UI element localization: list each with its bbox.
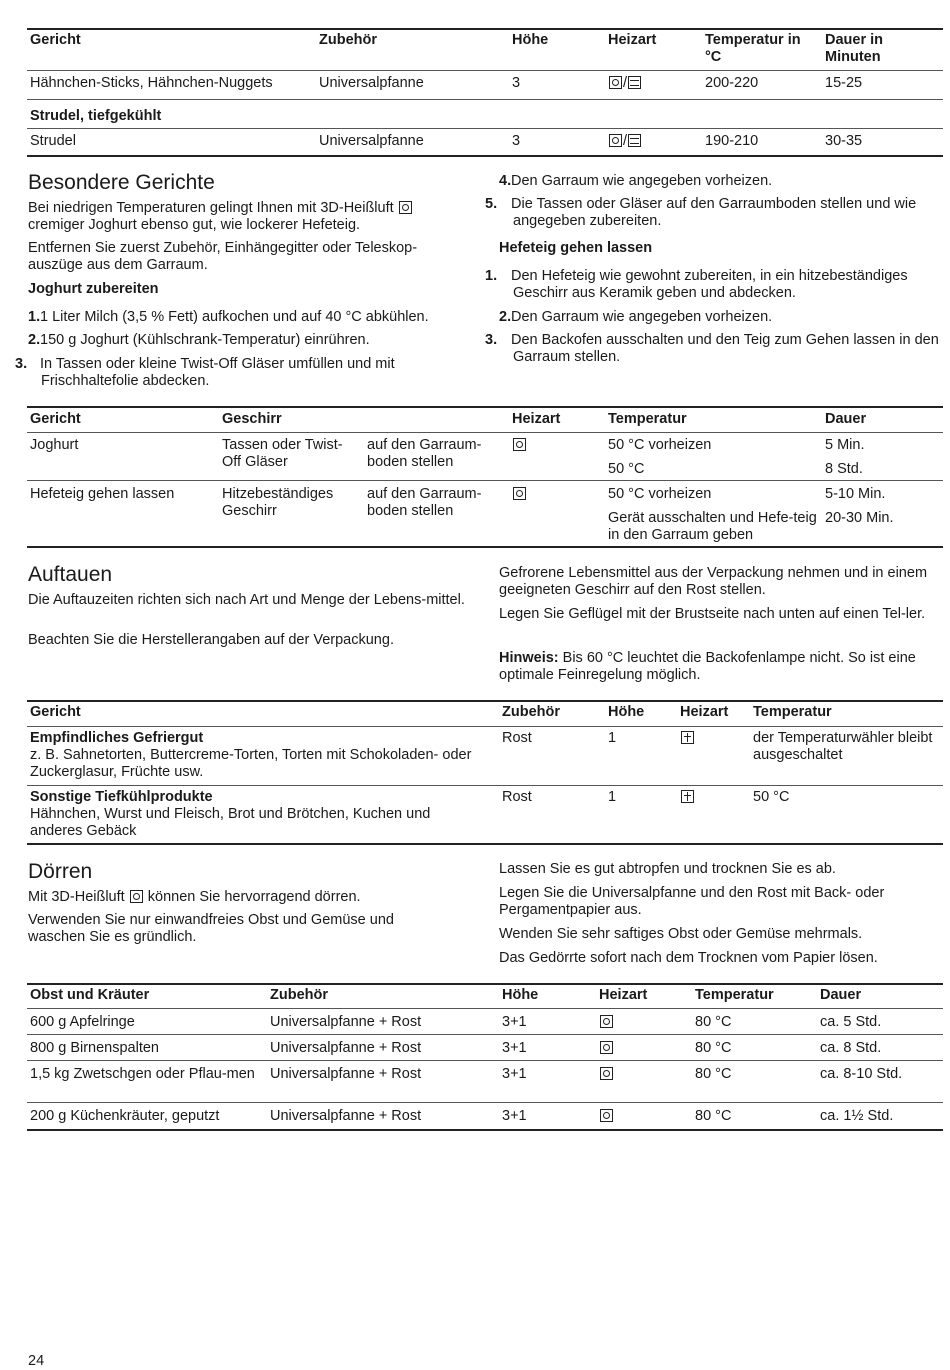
cell-duration: 20-30 Min. bbox=[825, 510, 894, 526]
cell-duration: 30-35 bbox=[825, 133, 863, 149]
cell-dish: Hähnchen-Sticks, Hähnchen-Nuggets bbox=[30, 75, 273, 91]
row-divider bbox=[27, 128, 943, 129]
cell-item: 1,5 kg Zwetschgen oder Pflau-men bbox=[30, 1066, 255, 1082]
col-header-level: Höhe bbox=[512, 32, 549, 48]
col-header-accessory: Zubehör bbox=[319, 32, 377, 48]
3d-hot-air-icon bbox=[513, 438, 526, 451]
3d-hot-air-icon bbox=[600, 1109, 613, 1122]
cell-accessory: Universalpfanne + Rost bbox=[270, 1108, 422, 1124]
3d-hot-air-icon bbox=[609, 134, 622, 147]
section-heading: Besondere Gerichte bbox=[28, 171, 215, 194]
row-divider bbox=[27, 726, 943, 727]
table-bottom-rule bbox=[27, 546, 943, 548]
cell-duration: 5 Min. bbox=[825, 437, 865, 453]
3d-hot-air-icon bbox=[513, 487, 526, 500]
cell-level: 3+1 bbox=[502, 1014, 527, 1030]
cell-heating bbox=[599, 1014, 614, 1031]
list-item: 1. Den Hefeteig wie gewohnt zubereiten, in ein hitzebeständiges Geschirr aus Keramik geben und abdecken. bbox=[485, 268, 908, 301]
cell-duration: ca. 8 Std. bbox=[820, 1040, 882, 1056]
cell-duration: 8 Std. bbox=[825, 461, 863, 477]
list-item: 3. In Tassen oder kleine Twist-Off Gläser umfüllen und mit Frischhaltefolie abdecken. bbox=[15, 356, 395, 389]
col-header-heating: Heizart bbox=[599, 987, 648, 1003]
row-divider bbox=[27, 1060, 943, 1061]
col-header-temp: Temperatur in °C bbox=[705, 32, 801, 65]
paragraph: Lassen Sie es gut abtropfen und trocknen Sie es ab. bbox=[499, 861, 836, 877]
cell-heating: / bbox=[608, 75, 642, 92]
cell-heating: / bbox=[608, 133, 642, 150]
paragraph: Das Gedörrte sofort nach dem Trocknen vom Papier lösen. bbox=[499, 950, 878, 966]
subheading: Hefeteig gehen lassen bbox=[499, 240, 653, 256]
paragraph: Beachten Sie die Herstellerangaben auf der Verpackung. bbox=[28, 632, 394, 648]
cell-heating bbox=[680, 730, 695, 747]
table-top-rule bbox=[27, 406, 943, 408]
cell-temp: 80 °C bbox=[695, 1108, 732, 1124]
cell-dish: Sonstige Tiefkühlprodukte Hähnchen, Wurst und Fleisch, Brot und Brötchen, Kuchen und anderes Gebäck bbox=[30, 789, 431, 839]
list-item: 2.Den Garraum wie angegeben vorheizen. bbox=[499, 309, 773, 325]
paragraph: Legen Sie die Universalpfanne und den Rost mit Back- oder Pergamentpapier aus. bbox=[499, 885, 885, 918]
3d-hot-air-icon bbox=[600, 1015, 613, 1028]
cell-level: 3+1 bbox=[502, 1040, 527, 1056]
cell-heating bbox=[512, 437, 527, 454]
col-header-item: Obst und Kräuter bbox=[30, 987, 150, 1003]
row-divider bbox=[27, 1034, 943, 1035]
3d-hot-air-icon bbox=[600, 1041, 613, 1054]
col-header-heating: Heizart bbox=[680, 704, 729, 720]
table-bottom-rule bbox=[27, 155, 943, 157]
cell-item: 200 g Küchenkräuter, geputzt bbox=[30, 1108, 220, 1124]
list-item: 5. Die Tassen oder Gläser auf den Garraumboden stellen und wie angegeben zubereiten. bbox=[485, 196, 917, 229]
cell-temp: 190-210 bbox=[705, 133, 759, 149]
col-header-temp: Temperatur bbox=[608, 411, 687, 427]
list-item: 1.1 Liter Milch (3,5 % Fett) aufkochen und auf 40 °C abkühlen. bbox=[28, 309, 429, 325]
section-heading: Auftauen bbox=[28, 563, 113, 586]
cell-item: 600 g Apfelringe bbox=[30, 1014, 135, 1030]
3d-hot-air-icon bbox=[609, 76, 622, 89]
cell-level: 3+1 bbox=[502, 1108, 527, 1124]
cell-heating bbox=[599, 1066, 614, 1083]
cell-placement: auf den Garraum-boden stellen bbox=[367, 486, 482, 519]
cell-heating bbox=[599, 1040, 614, 1057]
col-header-accessory: Zubehör bbox=[270, 987, 328, 1003]
col-header-duration: Dauer bbox=[820, 987, 862, 1003]
row-divider bbox=[27, 480, 943, 481]
cell-level: 3 bbox=[512, 133, 521, 149]
cell-accessory: Universalpfanne + Rost bbox=[270, 1066, 422, 1082]
hot-air-grill-icon bbox=[628, 134, 641, 147]
paragraph: Bei niedrigen Temperaturen gelingt Ihnen mit 3D-Heißluft cremiger Joghurt ebenso gut, wie lockerer Hefeteig. bbox=[28, 200, 468, 234]
cell-level: 1 bbox=[608, 730, 617, 746]
defrost-icon bbox=[681, 790, 694, 803]
col-header-level: Höhe bbox=[608, 704, 645, 720]
row-divider bbox=[27, 1102, 943, 1103]
cell-vessel: Tassen oder Twist-Off Gläser bbox=[222, 437, 343, 470]
cell-temp: 50 °C bbox=[753, 789, 790, 805]
cell-temp: Gerät ausschalten und Hefe-teig in den Garraum geben bbox=[608, 510, 817, 543]
col-header-heating: Heizart bbox=[512, 411, 561, 427]
cell-accessory: Universalpfanne bbox=[319, 133, 424, 149]
paragraph: Entfernen Sie zuerst Zubehör, Einhängegitter oder Teleskop-auszüge aus dem Garraum. bbox=[28, 240, 418, 273]
cell-accessory: Universalpfanne + Rost bbox=[270, 1014, 422, 1030]
col-header-dish: Gericht bbox=[30, 704, 81, 720]
table-bottom-rule bbox=[27, 843, 943, 845]
cell-heating bbox=[512, 486, 527, 503]
row-divider bbox=[27, 785, 943, 786]
cell-dish: Joghurt bbox=[30, 437, 79, 453]
cell-accessory: Rost bbox=[502, 730, 532, 746]
cell-vessel: Hitzebeständiges Geschirr bbox=[222, 486, 334, 519]
cell-temp: 80 °C bbox=[695, 1066, 732, 1082]
table-bottom-rule bbox=[27, 1129, 943, 1131]
cell-temp: 80 °C bbox=[695, 1014, 732, 1030]
3d-hot-air-icon bbox=[399, 201, 412, 214]
cell-accessory: Rost bbox=[502, 789, 532, 805]
col-header-accessory: Zubehör bbox=[502, 704, 560, 720]
list-item: 2.150 g Joghurt (Kühlschrank-Temperatur) einrühren. bbox=[28, 332, 370, 348]
cell-duration: ca. 8-10 Std. bbox=[820, 1066, 903, 1082]
page-number: 24 bbox=[28, 1353, 45, 1369]
defrost-icon bbox=[681, 731, 694, 744]
cell-accessory: Universalpfanne bbox=[319, 75, 424, 91]
cell-level: 1 bbox=[608, 789, 617, 805]
paragraph: Wenden Sie sehr saftiges Obst oder Gemüse mehrmals. bbox=[499, 926, 863, 942]
cell-dish: Strudel bbox=[30, 133, 76, 149]
cell-level: 3 bbox=[512, 75, 521, 91]
list-item: 4.Den Garraum wie angegeben vorheizen. bbox=[499, 173, 773, 189]
cell-heating bbox=[680, 789, 695, 806]
cell-temp: 80 °C bbox=[695, 1040, 732, 1056]
cell-temp: der Temperaturwähler bleibt ausgeschaltet bbox=[753, 730, 933, 763]
table-top-rule bbox=[27, 700, 943, 702]
row-divider bbox=[27, 432, 943, 433]
cell-accessory: Universalpfanne + Rost bbox=[270, 1040, 422, 1056]
col-header-temp: Temperatur bbox=[753, 704, 832, 720]
cell-temp: 200-220 bbox=[705, 75, 759, 91]
cell-placement: auf den Garraum-boden stellen bbox=[367, 437, 482, 470]
row-divider bbox=[27, 70, 943, 71]
col-header-dish: Gericht bbox=[30, 411, 81, 427]
cell-temp: 50 °C vorheizen bbox=[608, 486, 712, 502]
paragraph: Die Auftauzeiten richten sich nach Art und Menge der Lebens-mittel. bbox=[28, 592, 465, 608]
hint-paragraph: Hinweis: Bis 60 °C leuchtet die Backofenlampe nicht. So ist eine optimale Feinregelung möglich. bbox=[499, 650, 916, 683]
cell-duration: ca. 1½ Std. bbox=[820, 1108, 894, 1124]
list-item: 3. Den Backofen ausschalten und den Teig zum Gehen lassen in den Garraum stellen. bbox=[485, 332, 939, 365]
cell-dish: Hefeteig gehen lassen bbox=[30, 486, 175, 502]
cell-duration: ca. 5 Std. bbox=[820, 1014, 882, 1030]
section-title: Strudel, tiefgekühlt bbox=[30, 108, 162, 124]
col-header-temp: Temperatur bbox=[695, 987, 774, 1003]
col-header-level: Höhe bbox=[502, 987, 539, 1003]
cell-duration: 15-25 bbox=[825, 75, 863, 91]
cell-item: 800 g Birnenspalten bbox=[30, 1040, 159, 1056]
col-header-vessel: Geschirr bbox=[222, 411, 282, 427]
3d-hot-air-icon bbox=[130, 890, 143, 903]
col-header-duration: Dauer bbox=[825, 411, 867, 427]
table-top-rule bbox=[27, 983, 943, 985]
cell-temp: 50 °C vorheizen bbox=[608, 437, 712, 453]
cell-heating bbox=[599, 1108, 614, 1125]
col-header-duration: Dauer in Minuten bbox=[825, 32, 884, 65]
col-header-dish: Gericht bbox=[30, 32, 81, 48]
hot-air-grill-icon bbox=[628, 76, 641, 89]
cell-level: 3+1 bbox=[502, 1066, 527, 1082]
paragraph: Legen Sie Geflügel mit der Brustseite nach unten auf einen Tel-ler. bbox=[499, 606, 926, 622]
paragraph: Mit 3D-Heißluft können Sie hervorragend dörren. bbox=[28, 889, 361, 905]
subheading: Joghurt zubereiten bbox=[28, 281, 159, 297]
paragraph: Gefrorene Lebensmittel aus der Verpackung nehmen und in einem geeigneten Geschirr auf den Rost stellen. bbox=[499, 565, 928, 598]
col-header-heating: Heizart bbox=[608, 32, 657, 48]
paragraph: Verwenden Sie nur einwandfreies Obst und Gemüse und waschen Sie es gründlich. bbox=[28, 912, 394, 945]
cell-duration: 5-10 Min. bbox=[825, 486, 886, 502]
cell-dish: Empfindliches Gefriergut z. B. Sahnetorten, Buttercreme-Torten, Torten mit Schokoladen- oder Zuckerglasur, Früchte usw. bbox=[30, 730, 472, 780]
table-top-rule bbox=[27, 28, 943, 30]
cell-temp: 50 °C bbox=[608, 461, 645, 477]
row-divider bbox=[27, 1008, 943, 1009]
section-heading: Dörren bbox=[28, 860, 93, 883]
3d-hot-air-icon bbox=[600, 1067, 613, 1080]
row-divider bbox=[27, 99, 943, 100]
